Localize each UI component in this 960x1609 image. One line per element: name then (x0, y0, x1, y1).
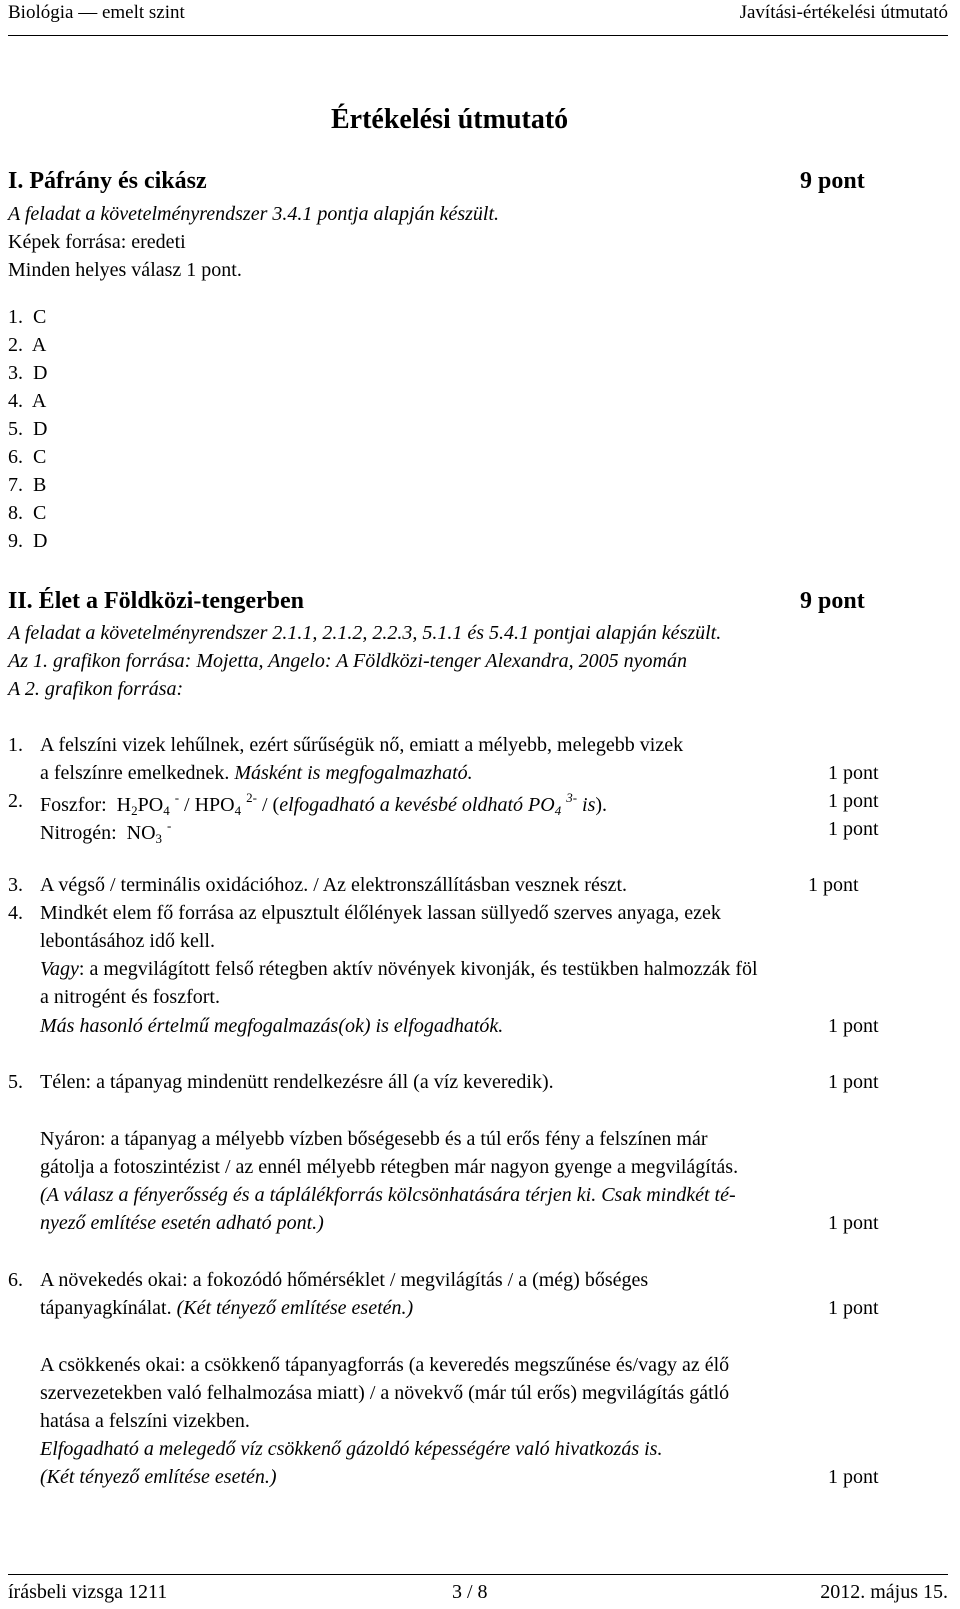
q1-line2-note: Másként is megfogalmazható. (234, 762, 473, 784)
q4-line3-text: : a megvilágított felső rétegben aktív növények kivonják, és testükben halmozzák föl (78, 958, 758, 980)
q1-number: 1. (8, 734, 23, 756)
q2-po-sub: 4 (163, 803, 170, 818)
q5-line1: Télen: a tápanyag mindenütt rendelkezésre áll (a víz keveredik). (40, 1071, 554, 1093)
q1-line1: A felszíni vizek lehűlnek, ezért sűrűségük nő, emiatt a mélyebb, melegebb vizek (40, 734, 684, 756)
q2-sep1: / HPO (179, 794, 235, 816)
footer-date: 2012. május 15. (820, 1581, 948, 1603)
section1-image-source: Képek forrása: eredeti (8, 231, 186, 253)
q1-points: 1 pont (828, 762, 879, 784)
q1-line2-text: a felszínre emelkednek. (40, 762, 230, 784)
q6-points-growth: 1 pont (828, 1297, 879, 1319)
q4-number: 4. (8, 902, 23, 924)
q6-line2-text: tápanyagkínálat. (40, 1297, 172, 1319)
q2-po: PO (137, 794, 164, 816)
q6-line2 (40, 1297, 413, 1320)
section2-meta-graph2: A 2. grafikon forrása: (8, 678, 184, 700)
q2-sep2: / ( (256, 794, 280, 816)
q3-points: 1 pont (808, 874, 859, 896)
answer-3: 3. D (8, 362, 48, 384)
section1-scoring: Minden helyes válasz 1 pont. (8, 259, 242, 281)
answer-6: 6. C (8, 446, 47, 468)
answer-7: 7. B (8, 474, 47, 496)
q5-number: 5. (8, 1071, 23, 1093)
page-title: Értékelési útmutató (331, 104, 569, 135)
q2-no-sub: 3 (155, 831, 163, 846)
q5-line4: (A válasz a fényerősség és a táplálékforrás kölcsönhatására térjen ki. Csak mindkét té- (40, 1184, 736, 1206)
q2-hpo-sub: 4 (234, 803, 242, 818)
q4-line4: a nitrogént és foszfort. (40, 986, 220, 1008)
q2-points-phosphorus: 1 pont (828, 790, 879, 812)
section2-points: 9 pont (800, 588, 865, 614)
section1-meta: A feladat a követelményrendszer 3.4.1 pontja alapján készült. (8, 203, 500, 225)
q6-line2-note: (Két tényező említése esetén.) (176, 1297, 414, 1319)
q3-text: A végső / terminális oxidációhoz. / Az elektronszállításban vesznek részt. (40, 874, 628, 896)
q2-h-sub: 2 (131, 803, 138, 818)
q5-points-winter: 1 pont (828, 1071, 879, 1093)
q2-close: ). (595, 794, 608, 816)
answer-2: 2. A (8, 334, 47, 356)
q2-nitrogen-label: Nitrogén: (40, 822, 117, 844)
section2-meta-graph1: Az 1. grafikon forrása: Mojetta, Angelo: A Földközi-tenger Alexandra, 2005 nyomán (8, 650, 688, 672)
section2-title: II. Élet a Földközi-tengerben (8, 588, 304, 614)
q6-line1: A növekedés okai: a fokozódó hőmérséklet / megvilágítás / a (még) bőséges (40, 1269, 649, 1291)
answer-8: 8. C (8, 502, 47, 524)
q2-number: 2. (8, 790, 23, 812)
section1-title: I. Páfrány és cikász (8, 168, 207, 194)
q6-points-decline: 1 pont (828, 1466, 879, 1488)
q2-no: NO (126, 822, 156, 844)
q6-line5: hatása a felszíni vizekben. (40, 1410, 250, 1432)
answer-9: 9. D (8, 530, 48, 552)
footer-rule (8, 1574, 948, 1575)
q4-line5: Más hasonló értelmű megfogalmazás(ok) is elfogadhatók. (40, 1015, 504, 1037)
q2-po-sup: - (174, 790, 180, 805)
footer-page-number: 3 / 8 (452, 1581, 488, 1603)
q6-number: 6. (8, 1269, 23, 1291)
q2-italic: elfogadható a kevésbé oldható PO (279, 794, 555, 816)
q4-points: 1 pont (828, 1015, 879, 1037)
header-doc-type: Javítási-értékelési útmutató (739, 2, 948, 23)
q2-italic-end: is (577, 794, 596, 816)
q3-number: 3. (8, 874, 23, 896)
q2-phosphorus (40, 790, 607, 819)
q2-italic-sub: 4 (554, 803, 562, 818)
q5-points-summer: 1 pont (828, 1212, 879, 1234)
q6-line3: A csökkenés okai: a csökkenő tápanyagforrás (a keveredés megszűnése és/vagy az élő (40, 1354, 730, 1376)
q6-line7: (Két tényező említése esetén.) (40, 1466, 277, 1488)
header-subject: Biológia — emelt szint (8, 2, 185, 23)
answer-5: 5. D (8, 418, 48, 440)
q2-hpo-sup: 2- (246, 790, 257, 805)
q2-h: H (116, 794, 132, 816)
section1-points: 9 pont (800, 168, 865, 194)
q1-line2 (40, 762, 473, 785)
q4-line3 (40, 958, 758, 981)
q4-vagy: Vagy (40, 958, 79, 980)
q2-italic-sup: 3- (566, 790, 578, 805)
q6-line6: Elfogadható a melegedő víz csökkenő gázoldó képességére való hivatkozás is. (40, 1438, 663, 1460)
q5-line5: nyező említése esetén adható pont.) (40, 1212, 324, 1234)
q2-phosphorus-label: Foszfor: (40, 794, 107, 816)
q2-points-nitrogen: 1 pont (828, 818, 879, 840)
q2-no-sup: - (167, 818, 172, 833)
q4-line1: Mindkét elem fő forrása az elpusztult élőlények lassan süllyedő szerves anyaga, ezek (40, 902, 721, 924)
answer-1: 1. C (8, 306, 47, 328)
q2-nitrogen (40, 818, 171, 847)
q5-line3: gátolja a fotoszintézist / az ennél mélyebb rétegben már nagyon gyenge a megvilágítás. (40, 1156, 739, 1178)
q6-line4: szervezetekben való felhalmozása miatt) / a növekvő (már túl erős) megvilágítás gátló (40, 1382, 730, 1404)
footer-exam-id: írásbeli vizsga 1211 (8, 1581, 168, 1603)
q5-line2: Nyáron: a tápanyag a mélyebb vízben bőségesebb és a túl erős fény a felszínen már (40, 1128, 708, 1150)
section2-meta-requirements: A feladat a követelményrendszer 2.1.1, 2.1.2, 2.2.3, 5.1.1 és 5.4.1 pontjai alapján készült. (8, 622, 722, 644)
answer-4: 4. A (8, 390, 47, 412)
header-rule (8, 35, 948, 36)
q4-line2: lebontásához idő kell. (40, 930, 215, 952)
